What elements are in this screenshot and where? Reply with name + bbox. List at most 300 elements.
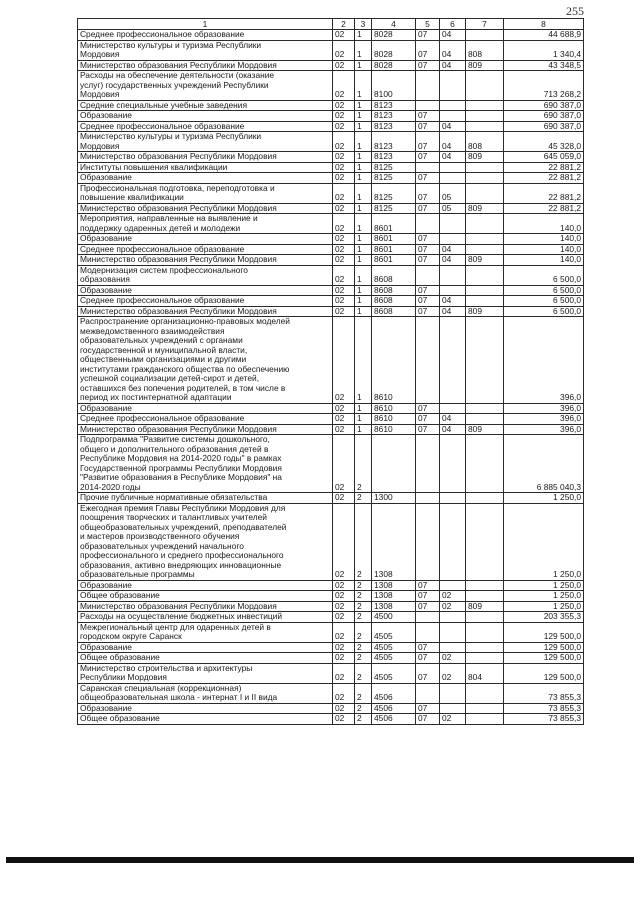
- amount: 713 268,2: [504, 71, 584, 101]
- subsection-code: 04: [440, 296, 466, 307]
- column-header: 4: [372, 19, 416, 30]
- subprogram-code: 1: [355, 285, 372, 296]
- subprogram-code: 1: [355, 214, 372, 234]
- subsection-code: 04: [440, 255, 466, 266]
- subprogram-code: 1: [355, 403, 372, 414]
- subprogram-code: 1: [355, 265, 372, 285]
- subsection-code: 02: [440, 714, 466, 725]
- amount: 645 059,0: [504, 152, 584, 163]
- row-name: Среднее профессиональное образование: [78, 30, 333, 41]
- subsection-code: [440, 111, 466, 122]
- target-code: 4506: [372, 714, 416, 725]
- amount: 6 500,0: [504, 296, 584, 307]
- section-code: [416, 493, 440, 504]
- section-code: 07: [416, 296, 440, 307]
- row-name: Образование: [78, 173, 333, 184]
- section-code: [416, 71, 440, 101]
- program-code: 02: [333, 100, 355, 111]
- subprogram-code: 2: [355, 703, 372, 714]
- amount: 690 387,0: [504, 100, 584, 111]
- program-code: 02: [333, 403, 355, 414]
- program-code: 02: [333, 642, 355, 653]
- target-code: 8608: [372, 265, 416, 285]
- amount: 73 855,3: [504, 683, 584, 703]
- program-code: 02: [333, 111, 355, 122]
- amount: 1 250,0: [504, 580, 584, 591]
- ministry-code: 808: [466, 132, 504, 152]
- section-code: 07: [416, 580, 440, 591]
- table-row: [78, 121, 584, 132]
- amount: 44 688,9: [504, 30, 584, 41]
- section-code: 07: [416, 203, 440, 214]
- amount: 129 500,0: [504, 642, 584, 653]
- section-code: 07: [416, 132, 440, 152]
- column-header: 1: [78, 19, 333, 30]
- table-row: [78, 493, 584, 504]
- amount: 690 387,0: [504, 111, 584, 122]
- section-code: [416, 503, 440, 580]
- table-row: [78, 306, 584, 317]
- subprogram-code: 2: [355, 591, 372, 602]
- ministry-code: [466, 493, 504, 504]
- table-row: [78, 132, 584, 152]
- subprogram-code: 1: [355, 173, 372, 184]
- program-code: 02: [333, 714, 355, 725]
- target-code: 8123: [372, 111, 416, 122]
- subprogram-code: 1: [355, 132, 372, 152]
- program-code: 02: [333, 653, 355, 664]
- amount: 43 348,5: [504, 60, 584, 71]
- amount: 73 855,3: [504, 714, 584, 725]
- subsection-code: [440, 214, 466, 234]
- section-code: 07: [416, 663, 440, 683]
- target-code: 8610: [372, 403, 416, 414]
- subprogram-code: 2: [355, 653, 372, 664]
- section-code: 07: [416, 403, 440, 414]
- subsection-code: [440, 622, 466, 642]
- ministry-code: [466, 642, 504, 653]
- row-name: Министерство образования Республики Мордовия: [78, 306, 333, 317]
- table-row: [78, 622, 584, 642]
- amount: 1 250,0: [504, 503, 584, 580]
- subprogram-code: 1: [355, 244, 372, 255]
- section-code: [416, 162, 440, 173]
- program-code: 02: [333, 580, 355, 591]
- row-name: Расходы на осуществление бюджетных инвестиций: [78, 612, 333, 623]
- program-code: 02: [333, 663, 355, 683]
- subprogram-code: 2: [355, 580, 372, 591]
- subsection-code: 02: [440, 663, 466, 683]
- ministry-code: [466, 100, 504, 111]
- section-code: 07: [416, 40, 440, 60]
- program-code: 02: [333, 132, 355, 152]
- program-code: 02: [333, 591, 355, 602]
- row-name: Подпрограмма "Развитие системы дошкольного, общего и дополнительного образования детей в Республике Мордовия на 2014-2020 годы" в рамках Государственной программы Республики Мордовия "Развитие образования в Республике Мордовия" на 2014-2020 годы: [78, 435, 333, 493]
- subsection-code: [440, 493, 466, 504]
- amount: 690 387,0: [504, 121, 584, 132]
- subprogram-code: 1: [355, 255, 372, 266]
- program-code: 02: [333, 612, 355, 623]
- program-code: 02: [333, 306, 355, 317]
- target-code: 8125: [372, 162, 416, 173]
- subsection-code: [440, 503, 466, 580]
- section-code: 07: [416, 234, 440, 245]
- program-code: 02: [333, 255, 355, 266]
- program-code: 02: [333, 265, 355, 285]
- table-row: [78, 663, 584, 683]
- amount: 140,0: [504, 255, 584, 266]
- row-name: Среднее профессиональное образование: [78, 296, 333, 307]
- amount: 22 881,2: [504, 173, 584, 184]
- program-code: 02: [333, 296, 355, 307]
- amount: 129 500,0: [504, 663, 584, 683]
- row-name: Ежегодная премия Главы Республики Мордовия для поощрения творческих и талантливых учителей общеобразовательных учреждений, преподавателей и мастеров производственного обучения образовательных учреждений начального профессионального и среднего профессионального образования, активно внедряющих инновационные образовательные программы: [78, 503, 333, 580]
- target-code: 4505: [372, 642, 416, 653]
- row-name: Расходы на обеспечение деятельности (оказание услуг) государственных учреждений Республики Мордовия: [78, 71, 333, 101]
- subprogram-code: 2: [355, 503, 372, 580]
- amount: 1 250,0: [504, 591, 584, 602]
- section-code: 07: [416, 653, 440, 664]
- subprogram-code: 2: [355, 642, 372, 653]
- ministry-code: [466, 121, 504, 132]
- subsection-code: 05: [440, 183, 466, 203]
- ministry-code: [466, 591, 504, 602]
- target-code: 8608: [372, 285, 416, 296]
- subprogram-code: 1: [355, 424, 372, 435]
- target-code: 8601: [372, 244, 416, 255]
- section-code: 07: [416, 414, 440, 425]
- ministry-code: [466, 173, 504, 184]
- ministry-code: [466, 244, 504, 255]
- row-name: Институты повышения квалификации: [78, 162, 333, 173]
- subprogram-code: 1: [355, 111, 372, 122]
- row-name: Министерство культуры и туризма Республики Мордовия: [78, 40, 333, 60]
- ministry-code: [466, 714, 504, 725]
- table-row: [78, 503, 584, 580]
- ministry-code: [466, 403, 504, 414]
- section-code: [416, 683, 440, 703]
- row-name: Министерство образования Республики Мордовия: [78, 424, 333, 435]
- table-row: [78, 71, 584, 101]
- subprogram-code: 1: [355, 30, 372, 41]
- program-code: 02: [333, 183, 355, 203]
- target-code: 8100: [372, 71, 416, 101]
- subsection-code: [440, 100, 466, 111]
- table-row: [78, 703, 584, 714]
- section-code: 07: [416, 591, 440, 602]
- section-code: 07: [416, 285, 440, 296]
- program-code: 02: [333, 317, 355, 404]
- row-name: Общее образование: [78, 714, 333, 725]
- subprogram-code: 1: [355, 100, 372, 111]
- program-code: 02: [333, 121, 355, 132]
- target-code: 1308: [372, 601, 416, 612]
- target-code: 8608: [372, 296, 416, 307]
- ministry-code: 809: [466, 306, 504, 317]
- table-row: [78, 203, 584, 214]
- subsection-code: 04: [440, 414, 466, 425]
- table-row: [78, 183, 584, 203]
- table-row: [78, 111, 584, 122]
- subsection-code: [440, 642, 466, 653]
- subsection-code: 04: [440, 244, 466, 255]
- column-header: 6: [440, 19, 466, 30]
- target-code: [372, 435, 416, 493]
- table-row: [78, 30, 584, 41]
- subsection-code: [440, 285, 466, 296]
- program-code: 02: [333, 162, 355, 173]
- target-code: 8610: [372, 424, 416, 435]
- table-row: [78, 234, 584, 245]
- row-name: Министерство строительства и архитектуры Республики Мордовия: [78, 663, 333, 683]
- ministry-code: [466, 214, 504, 234]
- target-code: 8123: [372, 132, 416, 152]
- ministry-code: 809: [466, 152, 504, 163]
- table-row: [78, 612, 584, 623]
- section-code: 07: [416, 183, 440, 203]
- subsection-code: [440, 435, 466, 493]
- table-row: [78, 214, 584, 234]
- section-code: 07: [416, 244, 440, 255]
- amount: 1 250,0: [504, 493, 584, 504]
- subsection-code: [440, 403, 466, 414]
- row-name: Среднее профессиональное образование: [78, 244, 333, 255]
- subsection-code: 04: [440, 306, 466, 317]
- program-code: 02: [333, 601, 355, 612]
- table-row: [78, 255, 584, 266]
- section-code: [416, 622, 440, 642]
- target-code: 4500: [372, 612, 416, 623]
- target-code: 4506: [372, 703, 416, 714]
- section-code: [416, 100, 440, 111]
- table-row: [78, 580, 584, 591]
- target-code: 8123: [372, 152, 416, 163]
- subprogram-code: 2: [355, 622, 372, 642]
- subsection-code: 04: [440, 132, 466, 152]
- target-code: 8125: [372, 173, 416, 184]
- ministry-code: 808: [466, 40, 504, 60]
- amount: 129 500,0: [504, 622, 584, 642]
- subprogram-code: 1: [355, 162, 372, 173]
- program-code: 02: [333, 503, 355, 580]
- subsection-code: 02: [440, 591, 466, 602]
- row-name: Среднее профессиональное образование: [78, 414, 333, 425]
- section-code: [416, 435, 440, 493]
- section-code: 07: [416, 111, 440, 122]
- table-row: [78, 285, 584, 296]
- subsection-code: 04: [440, 30, 466, 41]
- target-code: 1300: [372, 493, 416, 504]
- row-name: Саранская специальная (коррекционная) общеобразовательная школа - интернат I и II вида: [78, 683, 333, 703]
- table-row: [78, 714, 584, 725]
- column-header: 8: [504, 19, 584, 30]
- amount: 1 340,4: [504, 40, 584, 60]
- subprogram-code: 1: [355, 296, 372, 307]
- subsection-code: [440, 265, 466, 285]
- ministry-code: [466, 612, 504, 623]
- subsection-code: [440, 234, 466, 245]
- subprogram-code: 1: [355, 317, 372, 404]
- ministry-code: 809: [466, 255, 504, 266]
- ministry-code: [466, 162, 504, 173]
- target-code: 1308: [372, 503, 416, 580]
- ministry-code: [466, 71, 504, 101]
- subprogram-code: 1: [355, 40, 372, 60]
- program-code: 02: [333, 30, 355, 41]
- subprogram-code: 1: [355, 60, 372, 71]
- subsection-code: 04: [440, 60, 466, 71]
- section-code: 07: [416, 121, 440, 132]
- row-name: Средние специальные учебные заведения: [78, 100, 333, 111]
- ministry-code: [466, 265, 504, 285]
- amount: 396,0: [504, 424, 584, 435]
- row-name: Среднее профессиональное образование: [78, 121, 333, 132]
- ministry-code: [466, 317, 504, 404]
- subprogram-code: 1: [355, 306, 372, 317]
- table-row: [78, 642, 584, 653]
- ministry-code: 809: [466, 601, 504, 612]
- section-code: [416, 317, 440, 404]
- target-code: 8601: [372, 234, 416, 245]
- ministry-code: [466, 111, 504, 122]
- subsection-code: [440, 71, 466, 101]
- target-code: 8608: [372, 306, 416, 317]
- target-code: 8601: [372, 214, 416, 234]
- subprogram-code: 1: [355, 414, 372, 425]
- subsection-code: 02: [440, 653, 466, 664]
- program-code: 02: [333, 152, 355, 163]
- program-code: 02: [333, 703, 355, 714]
- target-code: 4505: [372, 653, 416, 664]
- amount: 45 328,0: [504, 132, 584, 152]
- table-row: [78, 591, 584, 602]
- table-row: [78, 40, 584, 60]
- row-name: Межрегиональный центр для одаренных детей в городском округе Саранск: [78, 622, 333, 642]
- target-code: 1308: [372, 580, 416, 591]
- row-name: Модернизация систем профессионального образования: [78, 265, 333, 285]
- target-code: 8028: [372, 60, 416, 71]
- ministry-code: [466, 183, 504, 203]
- subsection-code: 04: [440, 40, 466, 60]
- table-row: [78, 403, 584, 414]
- target-code: 4506: [372, 683, 416, 703]
- section-code: 07: [416, 714, 440, 725]
- program-code: 02: [333, 285, 355, 296]
- subprogram-code: 1: [355, 234, 372, 245]
- row-name: Общее образование: [78, 653, 333, 664]
- subsection-code: 02: [440, 601, 466, 612]
- program-code: 02: [333, 435, 355, 493]
- amount: 6 885 040,3: [504, 435, 584, 493]
- table-row: [78, 173, 584, 184]
- table-row: [78, 601, 584, 612]
- amount: 22 881,2: [504, 183, 584, 203]
- column-header: 2: [333, 19, 355, 30]
- subsection-code: [440, 683, 466, 703]
- section-code: 07: [416, 60, 440, 71]
- ministry-code: [466, 296, 504, 307]
- ministry-code: [466, 653, 504, 664]
- ministry-code: [466, 285, 504, 296]
- target-code: 1308: [372, 591, 416, 602]
- subprogram-code: 2: [355, 493, 372, 504]
- amount: 396,0: [504, 414, 584, 425]
- row-name: Министерство образования Республики Мордовия: [78, 152, 333, 163]
- footer-rule: [6, 857, 634, 863]
- subprogram-code: 1: [355, 121, 372, 132]
- ministry-code: [466, 703, 504, 714]
- target-code: 8125: [372, 203, 416, 214]
- table-row: [78, 152, 584, 163]
- program-code: 02: [333, 60, 355, 71]
- target-code: 8123: [372, 121, 416, 132]
- table-row: [78, 317, 584, 404]
- budget-table: [77, 18, 584, 725]
- table-body: [78, 30, 584, 725]
- program-code: 02: [333, 71, 355, 101]
- row-name: Министерство образования Республики Мордовия: [78, 60, 333, 71]
- section-code: 07: [416, 642, 440, 653]
- section-code: 07: [416, 424, 440, 435]
- target-code: 8601: [372, 255, 416, 266]
- table-row: [78, 296, 584, 307]
- program-code: 02: [333, 493, 355, 504]
- section-code: 07: [416, 30, 440, 41]
- row-name: Распространение организационно-правовых моделей межведомственного взаимодействия образовательных учреждений с органами государственной и муниципальной власти, общественными организациями и другими институтами гражданского общества по обеспечению успешной социализации детей-сирот и детей, оставшихся без попечения родителей, в том числе в период их постинтернатной адаптации: [78, 317, 333, 404]
- table-row: [78, 60, 584, 71]
- section-code: 07: [416, 152, 440, 163]
- target-code: 8610: [372, 317, 416, 404]
- ministry-code: 804: [466, 663, 504, 683]
- program-code: 02: [333, 244, 355, 255]
- table-row: [78, 653, 584, 664]
- section-code: 07: [416, 601, 440, 612]
- subsection-code: [440, 173, 466, 184]
- ministry-code: 809: [466, 424, 504, 435]
- program-code: 02: [333, 173, 355, 184]
- target-code: 8610: [372, 414, 416, 425]
- ministry-code: [466, 503, 504, 580]
- amount: 203 355,3: [504, 612, 584, 623]
- section-code: 07: [416, 173, 440, 184]
- program-code: 02: [333, 424, 355, 435]
- section-code: 07: [416, 703, 440, 714]
- row-name: Общее образование: [78, 591, 333, 602]
- program-code: 02: [333, 234, 355, 245]
- ministry-code: [466, 580, 504, 591]
- ministry-code: 809: [466, 60, 504, 71]
- ministry-code: 809: [466, 203, 504, 214]
- subsection-code: 05: [440, 203, 466, 214]
- subsection-code: 04: [440, 121, 466, 132]
- subsection-code: [440, 612, 466, 623]
- table-header-row: [78, 19, 584, 30]
- target-code: 8125: [372, 183, 416, 203]
- subprogram-code: 2: [355, 601, 372, 612]
- ministry-code: [466, 234, 504, 245]
- row-name: Министерство образования Республики Мордовия: [78, 203, 333, 214]
- row-name: Прочие публичные нормативные обязательства: [78, 493, 333, 504]
- row-name: Образование: [78, 642, 333, 653]
- program-code: 02: [333, 203, 355, 214]
- amount: 140,0: [504, 234, 584, 245]
- program-code: 02: [333, 683, 355, 703]
- program-code: 02: [333, 214, 355, 234]
- subprogram-code: 2: [355, 683, 372, 703]
- subsection-code: 04: [440, 424, 466, 435]
- subsection-code: [440, 580, 466, 591]
- amount: 73 855,3: [504, 703, 584, 714]
